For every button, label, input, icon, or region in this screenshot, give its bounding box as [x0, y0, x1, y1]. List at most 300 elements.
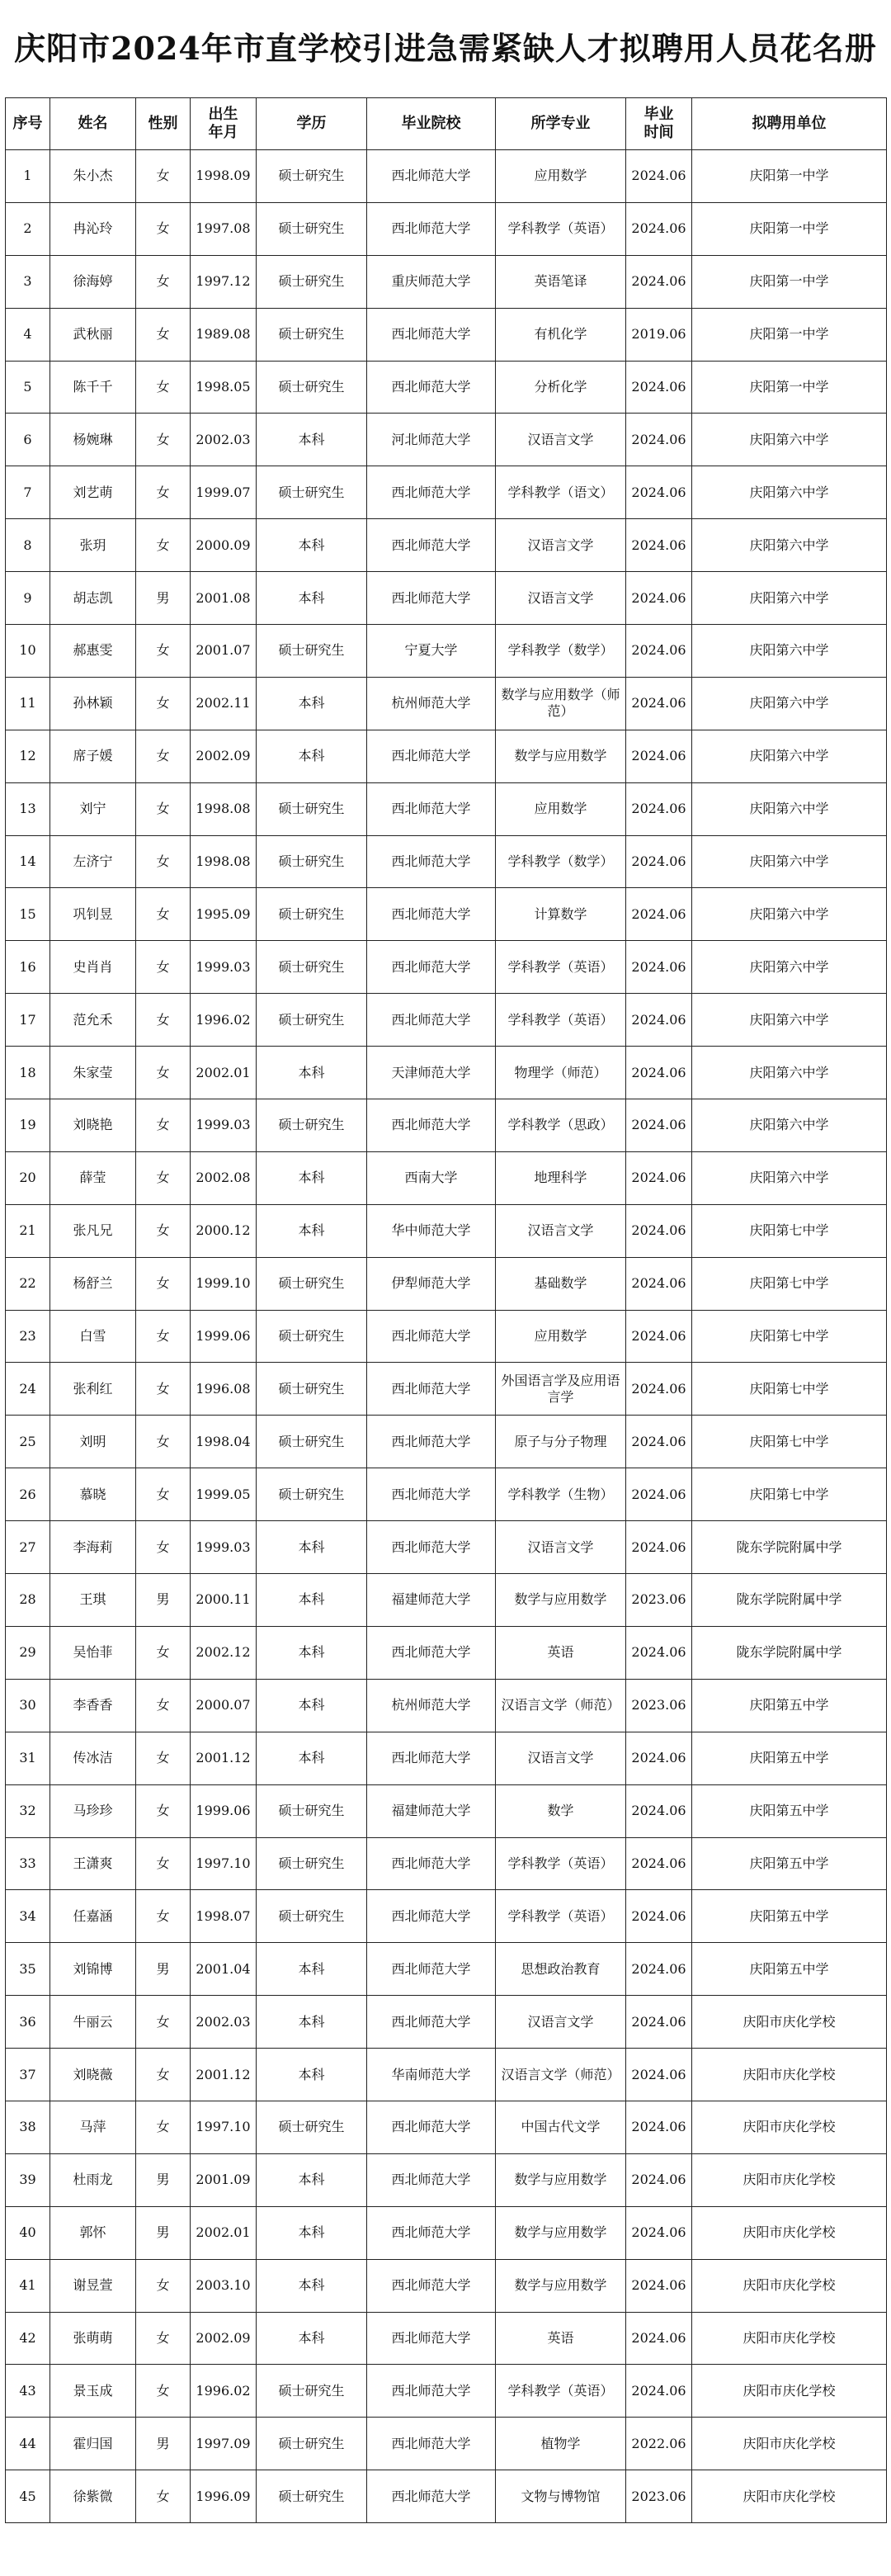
cell-name: 王琪: [50, 1574, 136, 1627]
cell-index: 38: [6, 2101, 50, 2153]
table-row: [6, 2259, 887, 2312]
cell-employer: 庆阳市庆化学校: [692, 2365, 887, 2418]
cell-gender: 女: [136, 1099, 191, 1152]
cell-gender: 女: [136, 1996, 191, 2049]
cell-education: 硕士研究生: [257, 1099, 367, 1152]
cell-education: 本科: [257, 1047, 367, 1099]
cell-index: 9: [6, 572, 50, 625]
cell-gender: 女: [136, 1257, 191, 1310]
cell-name: 史肖肖: [50, 941, 136, 994]
cell-employer: 庆阳第七中学: [692, 1363, 887, 1416]
cell-school: 西北师范大学: [367, 2153, 496, 2206]
cell-name: 李香香: [50, 1679, 136, 1732]
cell-education: 本科: [257, 2153, 367, 2206]
cell-graduation: 2024.06: [626, 466, 692, 519]
cell-birth: 2002.01: [191, 1047, 257, 1099]
cell-graduation: 2024.06: [626, 888, 692, 941]
cell-name: 刘晓薇: [50, 2049, 136, 2101]
cell-birth: 2000.09: [191, 519, 257, 572]
table-row: [6, 572, 887, 625]
cell-name: 刘明: [50, 1416, 136, 1468]
cell-employer: 庆阳市庆化学校: [692, 2259, 887, 2312]
cell-major: 原子与分子物理: [496, 1416, 626, 1468]
cell-name: 杨舒兰: [50, 1257, 136, 1310]
cell-gender: 女: [136, 782, 191, 835]
cell-birth: 1996.02: [191, 994, 257, 1047]
cell-gender: 女: [136, 414, 191, 466]
cell-school: 西南大学: [367, 1151, 496, 1204]
cell-school: 华南师范大学: [367, 2049, 496, 2101]
cell-graduation: 2024.06: [626, 2049, 692, 2101]
cell-graduation: 2024.06: [626, 1363, 692, 1416]
cell-education: 本科: [257, 1626, 367, 1679]
cell-education: 本科: [257, 414, 367, 466]
cell-name: 陈千千: [50, 361, 136, 414]
cell-graduation: 2024.06: [626, 2259, 692, 2312]
cell-gender: 女: [136, 308, 191, 361]
cell-birth: 2002.09: [191, 730, 257, 782]
cell-school: 河北师范大学: [367, 414, 496, 466]
cell-employer: 庆阳第七中学: [692, 1468, 887, 1521]
cell-education: 硕士研究生: [257, 2418, 367, 2470]
cell-graduation: 2024.06: [626, 1626, 692, 1679]
table-row: [6, 994, 887, 1047]
cell-gender: 女: [136, 1521, 191, 1574]
cell-employer: 庆阳市庆化学校: [692, 2101, 887, 2153]
cell-index: 45: [6, 2470, 50, 2523]
cell-gender: 女: [136, 677, 191, 730]
cell-name: 朱小杰: [50, 150, 136, 203]
cell-gender: 女: [136, 1151, 191, 1204]
table-row: [6, 1047, 887, 1099]
cell-gender: 女: [136, 519, 191, 572]
cell-name: 张萌萌: [50, 2312, 136, 2365]
cell-name: 传冰洁: [50, 1732, 136, 1784]
cell-index: 33: [6, 1837, 50, 1890]
table-row: [6, 2312, 887, 2365]
table-row: [6, 519, 887, 572]
cell-graduation: 2023.06: [626, 2470, 692, 2523]
cell-school: 西北师范大学: [367, 308, 496, 361]
cell-school: 西北师范大学: [367, 2101, 496, 2153]
cell-name: 王潇爽: [50, 1837, 136, 1890]
cell-gender: 女: [136, 1047, 191, 1099]
cell-name: 薛莹: [50, 1151, 136, 1204]
cell-index: 32: [6, 1784, 50, 1837]
cell-index: 39: [6, 2153, 50, 2206]
cell-major: 学科教学（英语）: [496, 994, 626, 1047]
cell-gender: 女: [136, 1890, 191, 1943]
cell-employer: 庆阳市庆化学校: [692, 2206, 887, 2259]
cell-education: 本科: [257, 1732, 367, 1784]
cell-school: 西北师范大学: [367, 730, 496, 782]
cell-major: 汉语言文学（师范）: [496, 1679, 626, 1732]
cell-index: 28: [6, 1574, 50, 1627]
cell-education: 本科: [257, 1521, 367, 1574]
table-row: [6, 2206, 887, 2259]
cell-education: 硕士研究生: [257, 1784, 367, 1837]
cell-school: 西北师范大学: [367, 1890, 496, 1943]
cell-employer: 庆阳第五中学: [692, 1784, 887, 1837]
cell-education: 本科: [257, 1574, 367, 1627]
cell-birth: 2000.11: [191, 1574, 257, 1627]
cell-school: 西北师范大学: [367, 1732, 496, 1784]
cell-name: 朱家莹: [50, 1047, 136, 1099]
cell-graduation: 2024.06: [626, 2153, 692, 2206]
cell-index: 14: [6, 835, 50, 888]
table-row: [6, 1416, 887, 1468]
cell-graduation: 2024.06: [626, 1732, 692, 1784]
cell-graduation: 2024.06: [626, 782, 692, 835]
cell-gender: 男: [136, 2153, 191, 2206]
cell-employer: 庆阳市庆化学校: [692, 2049, 887, 2101]
cell-education: 本科: [257, 1679, 367, 1732]
cell-education: 硕士研究生: [257, 466, 367, 519]
table-row: [6, 202, 887, 255]
cell-education: 本科: [257, 1151, 367, 1204]
cell-major: 有机化学: [496, 308, 626, 361]
cell-birth: 2001.08: [191, 572, 257, 625]
table-row: [6, 414, 887, 466]
cell-school: 伊犁师范大学: [367, 1257, 496, 1310]
cell-school: 西北师范大学: [367, 519, 496, 572]
cell-school: 西北师范大学: [367, 1996, 496, 2049]
cell-graduation: 2024.06: [626, 1310, 692, 1363]
cell-gender: 女: [136, 1732, 191, 1784]
cell-index: 25: [6, 1416, 50, 1468]
cell-birth: 2000.07: [191, 1679, 257, 1732]
cell-name: 牛丽云: [50, 1996, 136, 2049]
cell-employer: 庆阳第五中学: [692, 1890, 887, 1943]
cell-index: 12: [6, 730, 50, 782]
cell-school: 西北师范大学: [367, 888, 496, 941]
cell-index: 15: [6, 888, 50, 941]
table-row: [6, 1943, 887, 1996]
cell-education: 硕士研究生: [257, 361, 367, 414]
header-major: 所学专业: [496, 98, 626, 150]
cell-birth: 2002.09: [191, 2312, 257, 2365]
table-row: [6, 1626, 887, 1679]
cell-graduation: 2024.06: [626, 1890, 692, 1943]
cell-gender: 女: [136, 2312, 191, 2365]
table-row: [6, 2153, 887, 2206]
cell-school: 西北师范大学: [367, 2418, 496, 2470]
table-row: [6, 2418, 887, 2470]
cell-major: 汉语言文学: [496, 572, 626, 625]
table-row: [6, 2470, 887, 2523]
cell-gender: 女: [136, 150, 191, 203]
cell-birth: 2002.03: [191, 1996, 257, 2049]
cell-major: 学科教学（英语）: [496, 1837, 626, 1890]
cell-gender: 女: [136, 888, 191, 941]
cell-gender: 女: [136, 1310, 191, 1363]
cell-index: 34: [6, 1890, 50, 1943]
cell-employer: 庆阳第六中学: [692, 1151, 887, 1204]
cell-employer: 庆阳第六中学: [692, 888, 887, 941]
table-row: [6, 625, 887, 678]
cell-index: 27: [6, 1521, 50, 1574]
cell-gender: 女: [136, 361, 191, 414]
cell-index: 11: [6, 677, 50, 730]
cell-education: 硕士研究生: [257, 994, 367, 1047]
cell-school: 西北师范大学: [367, 782, 496, 835]
cell-education: 硕士研究生: [257, 202, 367, 255]
cell-major: 外国语言学及应用语言学: [496, 1363, 626, 1416]
cell-school: 西北师范大学: [367, 2206, 496, 2259]
cell-gender: 女: [136, 202, 191, 255]
cell-education: 硕士研究生: [257, 1416, 367, 1468]
header-index: 序号: [6, 98, 50, 150]
cell-gender: 男: [136, 1574, 191, 1627]
cell-index: 2: [6, 202, 50, 255]
cell-index: 3: [6, 255, 50, 308]
cell-birth: 1997.08: [191, 202, 257, 255]
cell-index: 35: [6, 1943, 50, 1996]
cell-gender: 女: [136, 730, 191, 782]
cell-employer: 庆阳第五中学: [692, 1943, 887, 1996]
cell-major: 基础数学: [496, 1257, 626, 1310]
cell-education: 硕士研究生: [257, 1890, 367, 1943]
cell-employer: 庆阳第六中学: [692, 414, 887, 466]
cell-index: 24: [6, 1363, 50, 1416]
cell-employer: 庆阳第七中学: [692, 1310, 887, 1363]
cell-education: 硕士研究生: [257, 625, 367, 678]
cell-school: 杭州师范大学: [367, 677, 496, 730]
cell-education: 硕士研究生: [257, 308, 367, 361]
cell-major: 思想政治教育: [496, 1943, 626, 1996]
cell-birth: 1999.06: [191, 1784, 257, 1837]
cell-birth: 2002.11: [191, 677, 257, 730]
cell-major: 学科教学（思政）: [496, 1099, 626, 1152]
cell-name: 谢昱萱: [50, 2259, 136, 2312]
cell-graduation: 2023.06: [626, 1679, 692, 1732]
cell-education: 本科: [257, 2259, 367, 2312]
cell-gender: 女: [136, 466, 191, 519]
table-row: [6, 1837, 887, 1890]
cell-birth: 1997.12: [191, 255, 257, 308]
table-row: [6, 1363, 887, 1416]
cell-major: 汉语言文学: [496, 1204, 626, 1257]
cell-school: 西北师范大学: [367, 941, 496, 994]
cell-graduation: 2022.06: [626, 2418, 692, 2470]
cell-birth: 1999.05: [191, 1468, 257, 1521]
table-row: [6, 835, 887, 888]
cell-education: 硕士研究生: [257, 2470, 367, 2523]
cell-birth: 2001.12: [191, 1732, 257, 1784]
cell-gender: 男: [136, 572, 191, 625]
cell-major: 物理学（师范）: [496, 1047, 626, 1099]
cell-name: 刘宁: [50, 782, 136, 835]
cell-birth: 1998.07: [191, 1890, 257, 1943]
cell-graduation: 2024.06: [626, 2312, 692, 2365]
cell-index: 13: [6, 782, 50, 835]
cell-school: 天津师范大学: [367, 1047, 496, 1099]
cell-graduation: 2024.06: [626, 1943, 692, 1996]
cell-education: 硕士研究生: [257, 2101, 367, 2153]
table-row: [6, 308, 887, 361]
cell-gender: 女: [136, 255, 191, 308]
table-row: [6, 1679, 887, 1732]
cell-employer: 庆阳市庆化学校: [692, 2470, 887, 2523]
cell-index: 31: [6, 1732, 50, 1784]
cell-gender: 女: [136, 1416, 191, 1468]
cell-education: 硕士研究生: [257, 150, 367, 203]
cell-name: 李海莉: [50, 1521, 136, 1574]
table-row: [6, 782, 887, 835]
header-education: 学历: [257, 98, 367, 150]
cell-name: 刘晓艳: [50, 1099, 136, 1152]
cell-index: 22: [6, 1257, 50, 1310]
cell-gender: 女: [136, 1837, 191, 1890]
cell-index: 41: [6, 2259, 50, 2312]
cell-graduation: 2024.06: [626, 941, 692, 994]
cell-birth: 1998.04: [191, 1416, 257, 1468]
table-row: [6, 2365, 887, 2418]
cell-employer: 庆阳第六中学: [692, 677, 887, 730]
cell-major: 学科教学（英语）: [496, 2365, 626, 2418]
table-row: [6, 150, 887, 203]
cell-graduation: 2024.06: [626, 519, 692, 572]
cell-employer: 庆阳第六中学: [692, 572, 887, 625]
cell-employer: 庆阳第七中学: [692, 1204, 887, 1257]
cell-school: 西北师范大学: [367, 994, 496, 1047]
cell-major: 学科教学（语文）: [496, 466, 626, 519]
cell-education: 本科: [257, 730, 367, 782]
cell-employer: 庆阳第六中学: [692, 625, 887, 678]
cell-major: 数学: [496, 1784, 626, 1837]
cell-name: 武秋丽: [50, 308, 136, 361]
cell-name: 白雪: [50, 1310, 136, 1363]
cell-name: 席子媛: [50, 730, 136, 782]
cell-index: 26: [6, 1468, 50, 1521]
cell-school: 西北师范大学: [367, 202, 496, 255]
cell-employer: 庆阳第六中学: [692, 835, 887, 888]
cell-graduation: 2024.06: [626, 1204, 692, 1257]
cell-major: 汉语言文学: [496, 414, 626, 466]
cell-index: 23: [6, 1310, 50, 1363]
header-birth: [191, 98, 257, 150]
cell-education: 本科: [257, 2206, 367, 2259]
cell-education: 硕士研究生: [257, 1310, 367, 1363]
cell-school: 福建师范大学: [367, 1784, 496, 1837]
cell-birth: 2002.01: [191, 2206, 257, 2259]
cell-education: 硕士研究生: [257, 1468, 367, 1521]
cell-name: 郝惠雯: [50, 625, 136, 678]
cell-index: 5: [6, 361, 50, 414]
cell-major: 应用数学: [496, 150, 626, 203]
cell-major: 汉语言文学（师范）: [496, 2049, 626, 2101]
cell-school: 西北师范大学: [367, 1626, 496, 1679]
cell-graduation: 2024.06: [626, 1996, 692, 2049]
cell-birth: 1999.06: [191, 1310, 257, 1363]
cell-school: 西北师范大学: [367, 361, 496, 414]
cell-education: 本科: [257, 572, 367, 625]
table-row: [6, 1784, 887, 1837]
cell-index: 17: [6, 994, 50, 1047]
cell-name: 马萍: [50, 2101, 136, 2153]
table-row: [6, 2101, 887, 2153]
roster-table: [5, 97, 887, 2523]
cell-employer: 庆阳市庆化学校: [692, 2153, 887, 2206]
cell-employer: 庆阳第一中学: [692, 308, 887, 361]
cell-birth: 2002.08: [191, 1151, 257, 1204]
table-row: [6, 1732, 887, 1784]
cell-birth: 2003.10: [191, 2259, 257, 2312]
cell-education: 硕士研究生: [257, 2365, 367, 2418]
cell-employer: 庆阳第一中学: [692, 150, 887, 203]
cell-major: 学科教学（英语）: [496, 202, 626, 255]
cell-school: 西北师范大学: [367, 835, 496, 888]
cell-school: 华中师范大学: [367, 1204, 496, 1257]
cell-employer: 庆阳第六中学: [692, 466, 887, 519]
cell-birth: 1999.03: [191, 1099, 257, 1152]
table-body: [6, 150, 887, 2523]
cell-major: 学科教学（英语）: [496, 941, 626, 994]
cell-school: 西北师范大学: [367, 1468, 496, 1521]
table-row: [6, 1310, 887, 1363]
cell-major: 汉语言文学: [496, 1521, 626, 1574]
cell-major: 英语: [496, 1626, 626, 1679]
cell-employer: 庆阳第六中学: [692, 782, 887, 835]
cell-graduation: 2024.06: [626, 255, 692, 308]
cell-major: 英语笔译: [496, 255, 626, 308]
cell-gender: 女: [136, 2365, 191, 2418]
cell-gender: 女: [136, 2101, 191, 2153]
cell-graduation: 2024.06: [626, 1047, 692, 1099]
cell-birth: 2001.09: [191, 2153, 257, 2206]
cell-graduation: 2024.06: [626, 625, 692, 678]
cell-index: 16: [6, 941, 50, 994]
cell-major: 学科教学（英语）: [496, 1890, 626, 1943]
table-row: [6, 1890, 887, 1943]
cell-name: 张凡兄: [50, 1204, 136, 1257]
cell-gender: 女: [136, 1784, 191, 1837]
cell-graduation: 2024.06: [626, 1837, 692, 1890]
cell-employer: 庆阳市庆化学校: [692, 1996, 887, 2049]
cell-school: 西北师范大学: [367, 1943, 496, 1996]
cell-employer: 庆阳第六中学: [692, 941, 887, 994]
cell-education: 硕士研究生: [257, 1257, 367, 1310]
cell-education: 硕士研究生: [257, 255, 367, 308]
cell-name: 吴怡菲: [50, 1626, 136, 1679]
cell-graduation: 2024.06: [626, 1468, 692, 1521]
cell-index: 4: [6, 308, 50, 361]
cell-major: 数学与应用数学: [496, 730, 626, 782]
document-title: 庆阳市2024年市直学校引进急需紧缺人才拟聘用人员花名册: [14, 30, 877, 67]
cell-index: 44: [6, 2418, 50, 2470]
cell-employer: 庆阳第六中学: [692, 1099, 887, 1152]
table-row: [6, 1996, 887, 2049]
cell-employer: 庆阳第七中学: [692, 1257, 887, 1310]
cell-index: 19: [6, 1099, 50, 1152]
cell-name: 刘艺萌: [50, 466, 136, 519]
cell-employer: 庆阳第六中学: [692, 1047, 887, 1099]
cell-school: 西北师范大学: [367, 1521, 496, 1574]
cell-employer: 庆阳第六中学: [692, 730, 887, 782]
cell-employer: 庆阳第五中学: [692, 1837, 887, 1890]
table-row: [6, 466, 887, 519]
cell-major: 应用数学: [496, 782, 626, 835]
cell-graduation: 2024.06: [626, 1257, 692, 1310]
cell-gender: 女: [136, 2259, 191, 2312]
cell-graduation: 2024.06: [626, 414, 692, 466]
cell-index: 10: [6, 625, 50, 678]
cell-birth: 1996.09: [191, 2470, 257, 2523]
cell-major: 数学与应用数学: [496, 1574, 626, 1627]
cell-graduation: 2024.06: [626, 572, 692, 625]
cell-name: 左济宁: [50, 835, 136, 888]
cell-gender: 女: [136, 1679, 191, 1732]
